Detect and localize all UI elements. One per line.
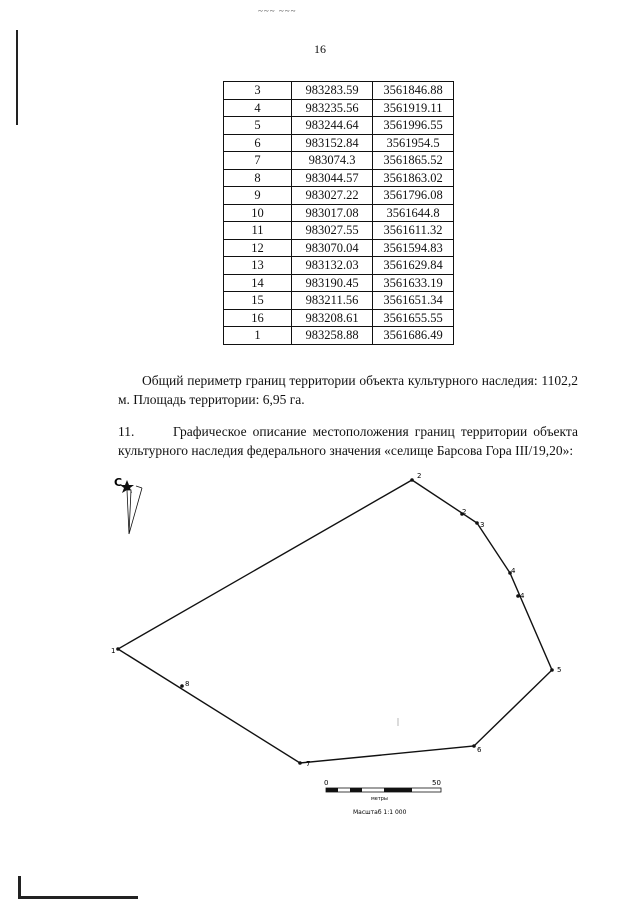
table-row [224,274,454,292]
boundary-points [111,472,561,768]
point-number-cell: 4 [224,99,292,117]
x-coordinate-cell: 983235.56 [292,99,373,117]
point-number-cell: 9 [224,187,292,205]
boundary-point-label: 3 [480,521,485,529]
x-coordinate-cell: 983258.88 [292,327,373,345]
table-row [224,239,454,257]
section-heading [118,422,578,460]
boundary-point-marker [180,684,184,688]
scale-end-label: 50 [432,779,441,787]
y-coordinate-cell: 3561629.84 [373,257,454,275]
x-coordinate-cell: 983283.59 [292,82,373,100]
table-row [224,222,454,240]
y-coordinate-cell: 3561655.55 [373,309,454,327]
y-coordinate-cell: 3561865.52 [373,152,454,170]
x-coordinate-cell: 983027.22 [292,187,373,205]
point-number-cell: 13 [224,257,292,275]
y-coordinate-cell: 3561611.32 [373,222,454,240]
x-coordinate-cell: 983017.08 [292,204,373,222]
point-number-cell: 14 [224,274,292,292]
boundary-map [100,468,570,828]
table-row [224,169,454,187]
x-coordinate-cell: 983070.04 [292,239,373,257]
boundary-point-label: 2 [417,472,422,480]
point-number-cell: 8 [224,169,292,187]
scan-artifact-bottom-left [18,876,21,898]
table-row [224,204,454,222]
x-coordinate-cell: 983027.55 [292,222,373,240]
perimeter-summary: Общий периметр границ территории объекта культурного наследия: 1102,2 м. Площадь территории: 6,95 га. [118,373,578,407]
boundary-point-marker [472,744,476,748]
boundary-point-label: 8 [185,680,190,688]
boundary-point-label: 1 [111,647,116,655]
boundary-point-marker [298,761,302,765]
point-number-cell: 15 [224,292,292,310]
x-coordinate-cell: 983211.56 [292,292,373,310]
point-number-cell: 12 [224,239,292,257]
page-number: 16 [314,42,326,56]
y-coordinate-cell: 3561863.02 [373,169,454,187]
y-coordinate-cell: 3561644.8 [373,204,454,222]
scale-start-label: 0 [324,779,329,787]
table-row [224,327,454,345]
point-number-cell: 10 [224,204,292,222]
point-number-cell: 6 [224,134,292,152]
boundary-point-label: 4 [511,567,516,575]
x-coordinate-cell: 983190.45 [292,274,373,292]
y-coordinate-cell: 3561796.08 [373,187,454,205]
point-number-cell: 11 [224,222,292,240]
x-coordinate-cell: 983132.03 [292,257,373,275]
boundary-point-label: 5 [557,666,562,674]
table-row [224,152,454,170]
point-number-cell: 16 [224,309,292,327]
scan-artifact-top: ~~~ ~~~ [258,6,297,16]
territory-boundary [118,480,552,763]
table-row [224,82,454,100]
coordinates-table [223,81,454,345]
boundary-point-marker [550,668,554,672]
y-coordinate-cell: 3561954.5 [373,134,454,152]
point-number-cell: 1 [224,327,292,345]
section-text: Графическое описание местоположения границ территории объекта культурного наследия федерального значения «селище Барсова Гора III/19,20»: [118,424,578,458]
x-coordinate-cell: 983244.64 [292,117,373,135]
boundary-point-label: 7 [306,760,311,768]
boundary-point-label: 6 [477,746,482,754]
y-coordinate-cell: 3561996.55 [373,117,454,135]
table-row [224,117,454,135]
table-row [224,99,454,117]
y-coordinate-cell: 3561633.19 [373,274,454,292]
boundary-point-label: 4 [520,592,525,600]
y-coordinate-cell: 3561594.83 [373,239,454,257]
scale-caption: Масштаб 1:1 000 [353,809,407,816]
north-arrow [114,476,142,534]
x-coordinate-cell: 983074.3 [292,152,373,170]
table-row [224,257,454,275]
y-coordinate-cell: 3561919.11 [373,99,454,117]
x-coordinate-cell: 983044.57 [292,169,373,187]
scale-bar [324,779,441,816]
x-coordinate-cell: 983208.61 [292,309,373,327]
boundary-point-marker [410,478,414,482]
table-row [224,292,454,310]
scale-unit-label: метры [371,796,388,802]
point-number-cell: 3 [224,82,292,100]
north-arrow-icon [127,490,131,534]
boundary-point-marker [475,521,479,525]
section-number: 11. [118,424,135,439]
table-row [224,309,454,327]
x-coordinate-cell: 983152.84 [292,134,373,152]
boundary-point-label: 2 [462,508,467,516]
y-coordinate-cell: 3561651.34 [373,292,454,310]
boundary-point-marker [116,647,120,651]
north-label: С [114,476,123,489]
table-row [224,134,454,152]
table-row [224,187,454,205]
y-coordinate-cell: 3561846.88 [373,82,454,100]
scan-artifact-bottom-bar [18,896,138,899]
point-number-cell: 7 [224,152,292,170]
point-number-cell: 5 [224,117,292,135]
y-coordinate-cell: 3561686.49 [373,327,454,345]
